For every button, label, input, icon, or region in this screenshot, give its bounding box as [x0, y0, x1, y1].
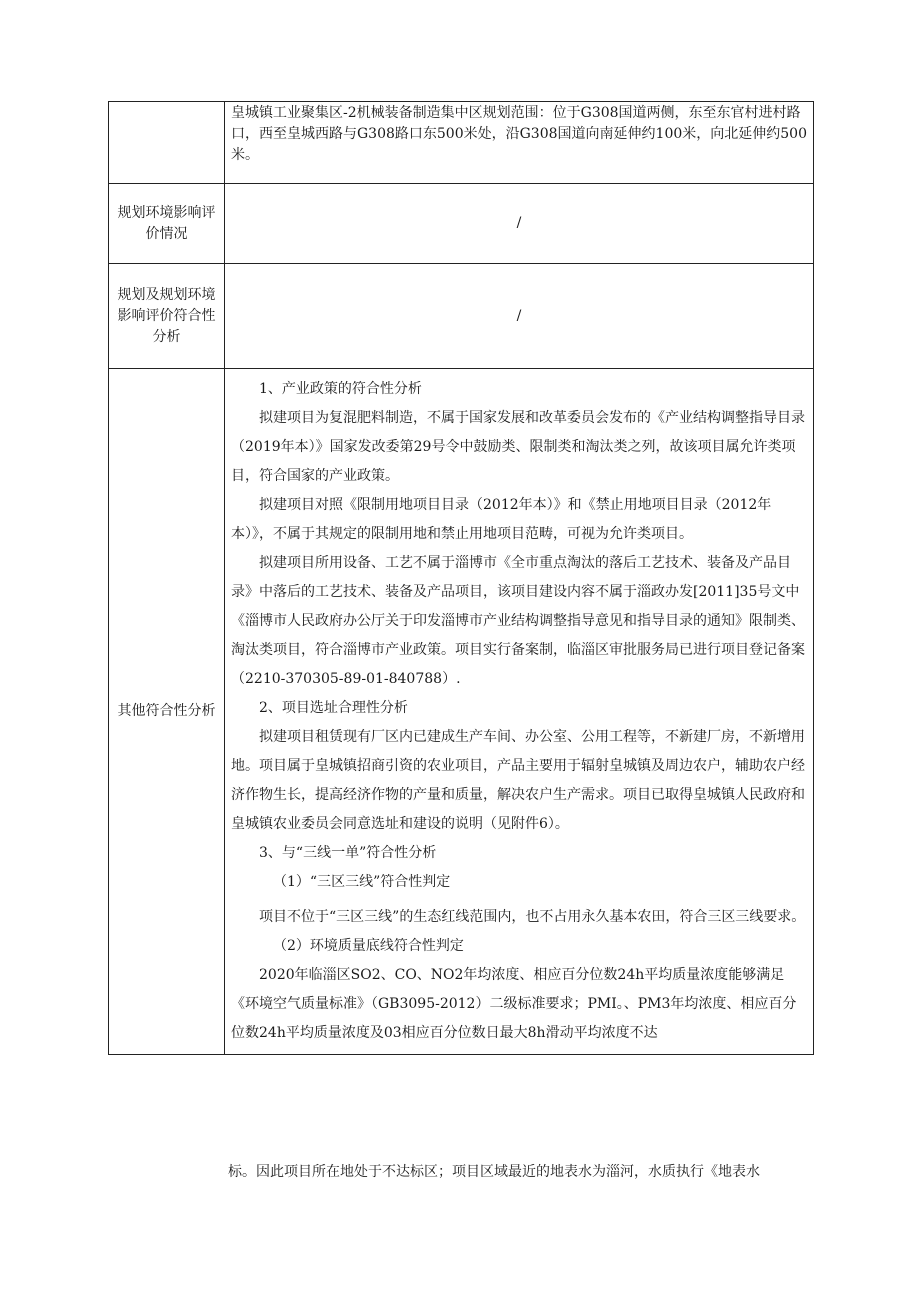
section-heading-site-selection: 2、项目选址合理性分析 [259, 700, 408, 716]
table-row [109, 264, 814, 369]
other-conformity-content [225, 369, 814, 1055]
paragraph: 拟建项目对照《限制用地项目目录（2012年本）》和《禁止用地项目目录（2012年本）》，不属于其规定的限制用地和禁止用地项目范畴，可视为允许类项目。 [231, 497, 772, 542]
conformity-value: / [225, 264, 814, 369]
row-label-other-conformity: 其他符合性分析 [109, 369, 225, 1055]
paragraph: 项目不位于“三区三线”的生态红线范围内，也不占用永久基本农田，符合三区三线要求。 [259, 909, 806, 925]
continuation-text: 标。因此项目所在地处于不达标区；项目区域最近的地表水为淄河，水质执行《地表水 [228, 1164, 760, 1180]
paragraph: 拟建项目为复混肥料制造，不属于国家发展和改革委员会发布的《产业结构调整指导目录（2019年本）》国家发改委第29号令中鼓励类、限制类和淘汰类之列，故该项目属允许类项目，符合国家的产业政策。 [231, 410, 805, 484]
planning-eia-value: / [225, 184, 814, 264]
subheading-environment-quality: （2）环境质量底线符合性判定 [273, 938, 464, 954]
table-row [109, 102, 814, 184]
analysis-table [108, 101, 814, 1055]
row-label-planning-eia: 规划环境影响评价情况 [109, 184, 225, 264]
paragraph: 2020年临淄区SO2、CO、NO2年均浓度、相应百分位数24h平均质量浓度能够满足《环境空气质量标准》（GB3095-2012）二级标准要求；PMI。、PM3年均浓度、相应百分位数24h平均质量浓度及03相应百分位数日最大8h滑动平均浓度不达 [231, 967, 797, 1041]
section-heading-industry-policy: 1、产业政策的符合性分析 [259, 381, 422, 397]
section-heading-three-lines: 3、与“三线一单”符合性分析 [259, 845, 437, 861]
paragraph: 拟建项目所用设备、工艺不属于淄博市《全市重点淘汰的落后工艺技术、装备及产品目录》中落后的工艺技术、装备及产品项目，该项目建设内容不属于淄政办发[2011]35号文中《淄博市人民政府办公厅关于印发淄博市产业结构调整指导意见和指导目录的通知》限制类、淘汰类项目，符合淄博市产业政策。项目实行备案制，临淄区审批服务局已进行项目登记备案（2210-370305-89-01-840788）. [231, 555, 805, 687]
table-row [109, 369, 814, 1055]
planning-scope-text: 皇城镇工业聚集区-2机械装备制造集中区规划范围：位于G308国道两侧，东至东官村进村路口，西至皇城西路与G308路口东500米处，沿G308国道向南延伸约100米，向北延伸约500米。 [225, 102, 814, 184]
row-label-conformity: 规划及规划环境影响评价符合性分析 [109, 264, 225, 369]
paragraph: 拟建项目租赁现有厂区内已建成生产车间、办公室、公用工程等，不新建厂房，不新增用地。项目属于皇城镇招商引资的农业项目，产品主要用于辐射皇城镇及周边农户，辅助农户经济作物生长，提高经济作物的产量和质量，解决农户生产需求。项目已取得皇城镇人民政府和皇城镇农业委员会同意选址和建设的说明（见附件6）。 [231, 729, 805, 832]
subheading-three-zones: （1）“三区三线”符合性判定 [273, 874, 451, 890]
table-row [109, 184, 814, 264]
row-label [109, 102, 225, 184]
